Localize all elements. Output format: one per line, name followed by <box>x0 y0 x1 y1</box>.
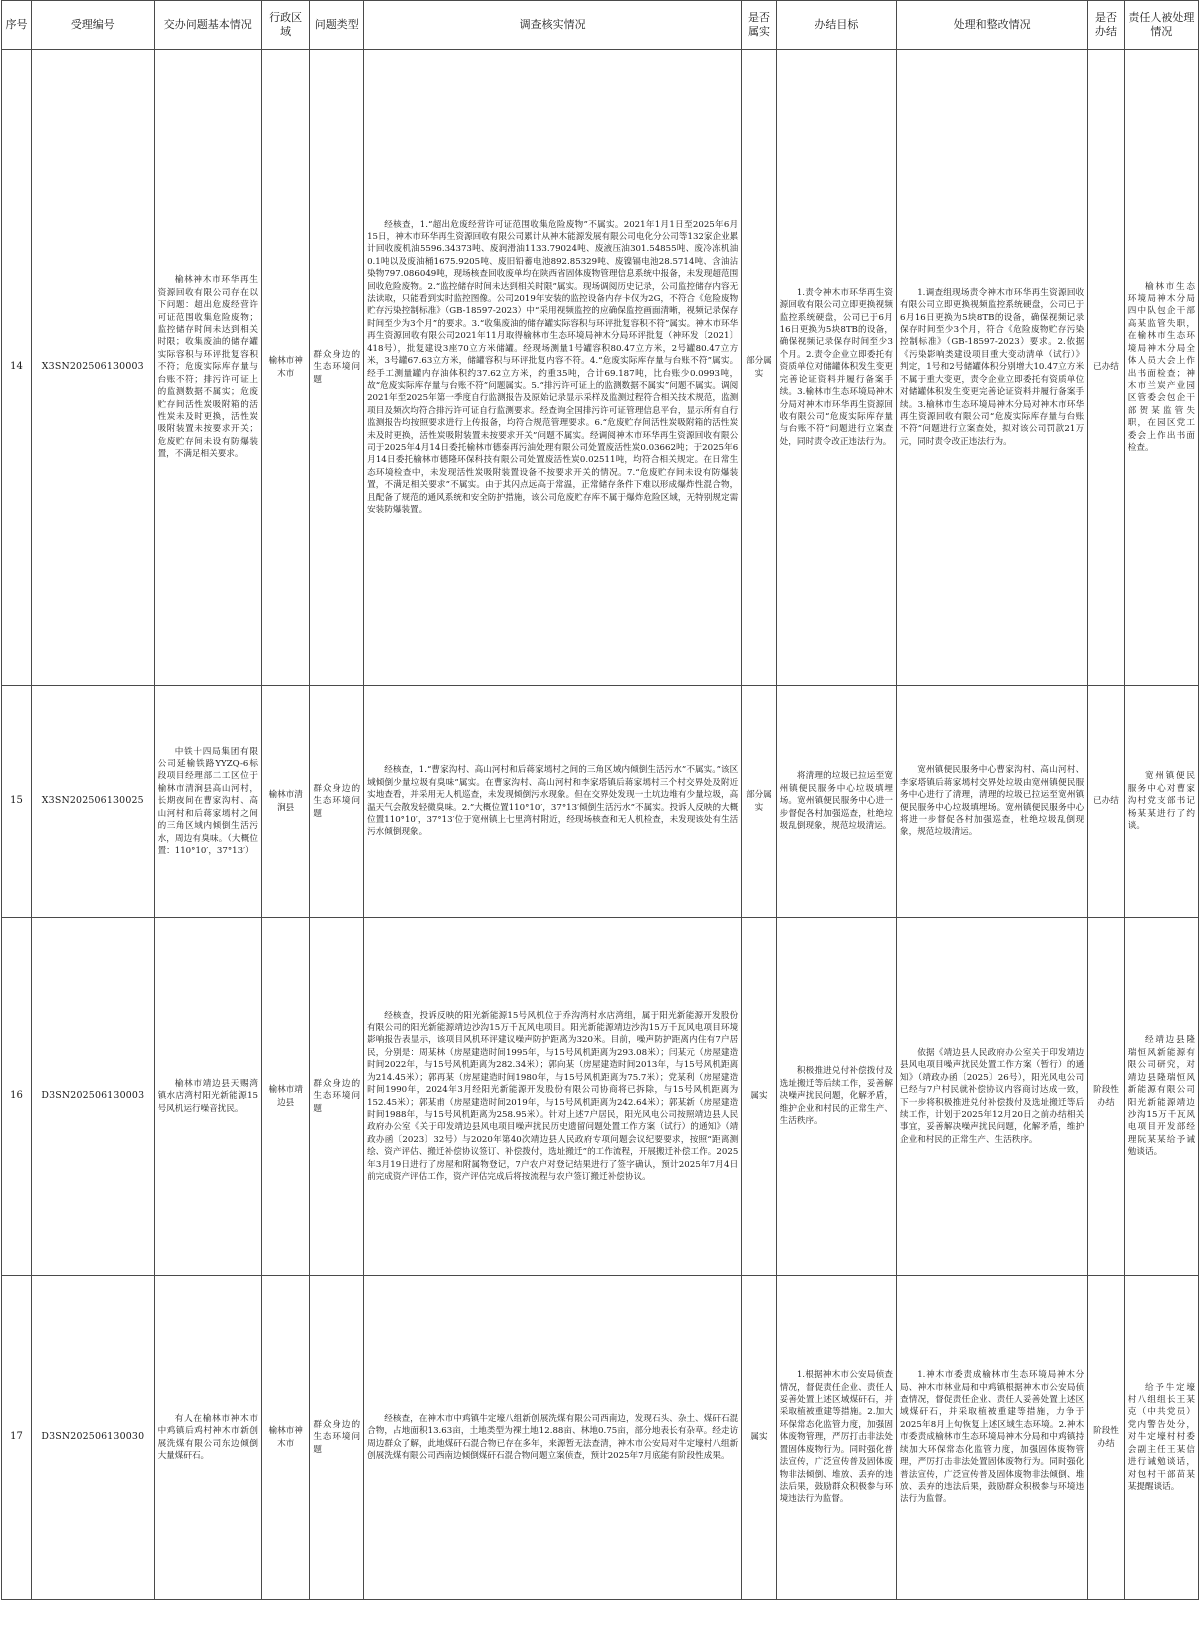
case-code-cell: X3SN202506130003 <box>32 50 154 686</box>
header-case-code: 受理编号 <box>32 1 154 50</box>
complaint-table <box>1 0 1199 1600</box>
table-row <box>2 686 1199 918</box>
problem-type-cell: 群众身边的生态环境问题 <box>310 50 364 686</box>
basic-info-cell <box>154 1276 261 1600</box>
is-true-cell: 部分属实 <box>742 50 776 686</box>
persons-text: 给予牛定壕村八组组长王某克（中共党员）党内警告处分，对牛定壕村村委会副主任王某信进行诫勉谈话，对包村干部苗某某提醒谈话。 <box>1127 1382 1195 1492</box>
investigation-text: 经核查，1.“曹家沟村、高山河村和后蒋家墕村之间的三角区域内倾倒生活污水”不属实。”该区域倾倒少量垃圾有臭味”属实。在曹家沟村、高山河村和李家塔镇后蒋家墕村三个村交界处及附近实地查看，并采用无人机巡查，未发现倾倒污水现象。但在交界处发现一土坑边堆有少量垃圾，高温天气会散发轻微臭味。2.”大概位置110°10′，37°13′倾倒生活污水”不属实。投诉人反映的大概位置110°10′，37°13′位于宽州镇上七里湾村附近，经现场核查和无人机检查，未发现该处有生活污水倾倒现象。 <box>367 765 739 838</box>
persons-text: 经靖边县隆瑞恒风新能源有限公司研究，对靖边县隆瑞恒风新能源有限公司阳光新能源靖边沙沟15万千瓦风电项目开发部经理阮某某给予诫勉谈话。 <box>1127 1035 1195 1158</box>
region-cell: 榆林市神木市 <box>262 50 310 686</box>
case-code-cell: X3SN202506130025 <box>32 686 154 918</box>
handling-text: 1.神木市委责成榆林市生态环境局神木分局、神木市林业局和中鸡镇根据神木市公安局侦查情况，督促责任企业、责任人妥善处置上述区域煤矸石，并采取植被重建等措施，力争于2025年8月上旬恢复上述区域生态环境。2.神木市委责成榆林市生态环境局神木分局和中鸡镇持续加大环保常态化监管力度，加强固体废物管理，严厉打击非法处置固体废物行为。同时强化普法宣传，广泛宣传普及固体废物非法倾倒、堆放、丢弃的违法后果，鼓励群众积极参与环境违法行为监督。 <box>900 1370 1085 1505</box>
handling-text: 依据《靖边县人民政府办公室关于印发靖边县风电项目噪声扰民处置工作方案（暂行）的通知》（靖政办函〔2025〕26号），阳光风电公司已经与7户村民就补偿协议内容商讨达成一致，下一步将积极推进兑付补偿拨付及选址搬迁等后续工作，计划于2025年12月20日之前办结相关事宜，妥善解决噪声扰民问题，化解矛盾，维护企业和村民的正常生产、生活秩序。 <box>900 1047 1085 1145</box>
basic-info-text: 有人在榆林市神木市中鸡镇后鸡村神木市新创展洗煤有限公司东边倾倒大量煤矸石。 <box>157 1413 258 1461</box>
basic-info-cell <box>154 686 261 918</box>
serial-cell: 14 <box>2 50 32 686</box>
table-row <box>2 1276 1199 1600</box>
goal-text: 1.根据神木市公安局侦查情况，督促责任企业、责任人妥善处置上述区域煤矸石，并采取植被重建等措施。2.加大环保常态化监管力度，加强固体废物管理，严厉打击非法处置固体废物行为。同时强化普法宣传，广泛宣传普及固体废物非法倾倒、堆放、丢弃的违法后果，鼓励群众积极参与环境违法行为监督。 <box>779 1370 893 1505</box>
basic-info-text: 榆林市靖边县天赐湾镇水店湾村阳光新能源15号风机运行噪音扰民。 <box>157 1078 258 1114</box>
table-header-row <box>2 1 1199 50</box>
closed-cell: 阶段性办结 <box>1088 918 1125 1276</box>
handling-cell <box>897 50 1088 686</box>
handling-text: 1.调查组现场责令神木市环华再生资源回收有限公司立即更换视频监控系统硬盘，公司已于6月16日更换为5块8TB的设备，确保视频记录保存时间至少3个月，符合《危险废物贮存污染控制标准》（GB-18597-2023）要求。2.依据《污染影响类建设项目重大变动清单（试行）》判定，1号和2号储罐体积分别增大10.47立方米不属于重大变更，责令企业立即委托有资质单位对储罐体积发生变更完善论证资料并履行备案手续。3.榆林市生态环境局神木分局对神木市环华再生资源回收有限公司“危废实际库存量与台账不符”问题进行立案查处，拟对该公司罚款21万元，同时责令改正违法行为。 <box>900 287 1085 447</box>
investigation-text: 经核查，投诉反映的阳光新能源15号风机位于乔沟湾村水店湾组，属于阳光新能源开发股份有限公司的阳光新能源靖边沙沟15万千瓦风电项目。阳光新能源靖边沙沟15万千瓦风电项目环境影响报告表显示，该项目风机环评建议噪声防护距离为320米。目前，噪声防护距离内住有7户居民，分别是：周某林（房屋建造时间1995年，与15号风机距离为293.08米）；闫某元（房屋建造时间2022年，与15号风机距离为282.34米）；郭向某（房屋建造时间2013年，与15号风机距离为214.45米）；郭再某（房屋建造时间1980年，与15号风机距离为75.7米）；党某利（房屋建造时间1990年，2024年3月经阳光新能源开发股份有限公司协商将已拆除，与15号风机距离为152.45米）；郭某甫（房屋建造时间2019年，与15号风机距离为242.64米）；郭某新（房屋建造时间1988年，与15号风机距离为258.95米）。针对上述7户居民，阳光风电公司按照靖边县人民政府办公室《关于印发靖边县风电项目噪声扰民历史遗留问题处置工作方案（试行）的通知》（靖政办函〔2023〕32号）与2020年第40次靖边县人民政府专项问题会议纪要要求，按照“距离测绘、资产评估、搬迁补偿协议签订、补偿拨付，选址搬迁”的工作流程，开展搬迁补偿工作。2025年3月19日进行了房屋和附属物登记，7户农户对登记结果进行了签字确认，预计2025年7月4日前完成资产评估工作，资产评估完成后将按流程与农户签订搬迁补偿协议。 <box>367 1010 739 1182</box>
header-goal: 办结目标 <box>776 1 896 50</box>
goal-cell <box>776 1276 896 1600</box>
goal-cell <box>776 686 896 918</box>
basic-info-cell <box>154 918 261 1276</box>
basic-info-text: 中铁十四局集团有限公司延榆铁路YYZQ-6标段项目经理部二工区位于榆林市清涧县高山河村，长期夜间在曹家沟村、高山河村和后蒋家墕村之间的三角区域内倾倒生活污水，周边有臭味。（大概位置：110°10′，37°13′） <box>157 746 258 856</box>
serial-cell: 16 <box>2 918 32 1276</box>
problem-type-cell: 群众身边的生态环境问题 <box>310 1276 364 1600</box>
region-cell: 榆林市靖边县 <box>262 918 310 1276</box>
region-cell: 榆林市清涧县 <box>262 686 310 918</box>
header-problem-type: 问题类型 <box>310 1 364 50</box>
table-row <box>2 50 1199 686</box>
header-serial: 序号 <box>2 1 32 50</box>
investigation-cell <box>364 918 742 1276</box>
serial-cell: 17 <box>2 1276 32 1600</box>
handling-cell <box>897 1276 1088 1600</box>
goal-text: 1.责令神木市环华再生资源回收有限公司立即更换视频监控系统硬盘，公司已于6月16日更换为5块8TB的设备，确保视频记录保存时间至少3个月。2.责令企业立即委托有资质单位对储罐体积发生变更完善论证资料并履行备案手续。3.榆林市生态环境局神木分局对神木市环华再生资源回收有限公司“危废实际库存量与台账不符”问题进行立案查处，同时责令改正违法行为。 <box>779 287 893 447</box>
case-code-cell: D3SN202506130030 <box>32 1276 154 1600</box>
header-region: 行政区域 <box>262 1 310 50</box>
header-handling: 处理和整改情况 <box>897 1 1088 50</box>
closed-cell: 已办结 <box>1088 686 1125 918</box>
header-persons: 责任人被处理情况 <box>1124 1 1198 50</box>
goal-cell <box>776 918 896 1276</box>
persons-cell <box>1124 1276 1198 1600</box>
header-investigation: 调查核实情况 <box>364 1 742 50</box>
closed-cell: 阶段性办结 <box>1088 1276 1125 1600</box>
is-true-cell: 属实 <box>742 1276 776 1600</box>
investigation-cell <box>364 1276 742 1600</box>
header-basic-info: 交办问题基本情况 <box>154 1 261 50</box>
basic-info-text: 榆林神木市环华再生资源回收有限公司存在以下问题：超出危废经营许可证范围收集危险废物；监控储存时间未达到相关时限；收集废油的储存罐实际容积与环评批复容积不符；危废实际库存量与台账不符；排污许可证上的监测数据不属实；危废贮存间活性炭吸附箱的活性炭未及时更换，活性炭吸附装置未按要求开关；危废贮存间未设有防爆装置，不满足相关要求。 <box>157 275 258 460</box>
persons-cell <box>1124 686 1198 918</box>
handling-cell <box>897 918 1088 1276</box>
goal-text: 将清理的垃圾已拉运至宽州镇便民服务中心垃圾填埋场。宽州镇便民服务中心进一步督促各村加强巡查，杜绝垃圾乱倒现象，规范垃圾清运。 <box>779 771 893 832</box>
handling-text: 宽州镇便民服务中心曹家沟村、高山河村、李家塔镇后蒋家墕村交界处垃圾由宽州镇便民服务中心进行了清理，清理的垃圾已拉运至宽州镇便民服务中心垃圾填埋场。宽州镇便民服务中心将进一步督促各村加强巡查，杜绝垃圾乱倒现象，规范垃圾清运。 <box>900 765 1085 838</box>
goal-cell <box>776 50 896 686</box>
investigation-text: 经核查，1.“超出危废经营许可证范围收集危险废物”不属实。2021年1月1日至2025年6月15日，神木市环华再生资源回收有限公司累计从神木能源发展有限公司电化分公司等132家企业累计回收废机油5596.34373吨、废润滑油1133.79024吨、废液压油301.54855吨、废冷冻机油0.1吨以及废油桶1675.9205吨、废旧铅蓄电池892.85329吨、废镍镉电池28.5714吨、含油沾染物797.086049吨，现场核查回收废单均在陕西省固体废物管理信息系统中报备，未发现超范围回收危险废物。2.“监控储存时间未达到相关时限”属实。现场调阅历史记录，公司监控储存内容无法读取，只能看到实时监控图像。公司2019年安装的监控设备内存卡仅为2G，不符合《危险废物贮存污染控制标准》（GB-18597-2023）中“采用视频监控的应确保监控画面清晰，视频记录保存时间至少为3个月”的要求。3.“收集废油的储存罐实际容积与环评批复容积不符”属实。神木市环华再生资源回收有限公司2021年11月取得榆林市生态环境局神木分局环评批复（神环发〔2021〕418号），批复建设3座70立方米储罐。经现场测量1号罐容积80.47立方米，2号罐80.47立方米，3号罐67.63立方米，储罐容积与环评批复内容不符。4.“危废实际库存量与台账不符”属实。经手工测量罐内存油体积约37.62立方米，约重35吨，合计69.187吨，比台账少0.0993吨，故“危废实际库存量与台账不符”问题属实。5.“排污许可证上的监测数据不属实”问题不属实。调阅2021年至2025年第一季度自行监测报告及原始记录显示采样及监测过程符合相关技术规范，监测项目及频次均符合排污许可证自行监测要求。经查询全国排污许可证管理信息平台，显示所有自行监测报告均按照要求进行上传报备，均符合规范管理要求。6.“危废贮存间活性炭吸附箱的活性炭未及时更换，活性炭吸附装置未按要求开关”问题不属实。经调阅神木市环华再生资源回收有限公司于2025年4月14日委托榆林市德泰再污油处理有限公司处置废活性炭0.03662吨；于2025年6月14日委托榆林市德隆环保科技有限公司处置废活性炭0.02511吨，均符合相关规定。在日常生态环境检查中，未发现活性炭吸附装置设备不按要求开关的情况。7.“危废贮存间未设有防爆装置，不满足相关要求”不属实。由于其闪点远高于常温，正常储存条件下难以形成爆炸性混合物，且配备了规范的通风系统和安全防护措施，该公司危废贮存库不属于爆炸危险区域，无特别规定需安装防爆装置。 <box>367 219 739 515</box>
region-cell: 榆林市神木市 <box>262 1276 310 1600</box>
table-row <box>2 918 1199 1276</box>
persons-cell <box>1124 50 1198 686</box>
goal-text: 积极推进兑付补偿拨付及选址搬迁等后续工作，妥善解决噪声扰民问题，化解矛盾，维护企业和村民的正常生产、生活秩序。 <box>779 1066 893 1127</box>
handling-cell <box>897 686 1088 918</box>
persons-text: 宽州镇便民服务中心对曹家沟村党支部书记杨某某进行了约谈。 <box>1127 771 1195 832</box>
serial-cell: 15 <box>2 686 32 918</box>
header-is-true: 是否属实 <box>742 1 776 50</box>
persons-text: 榆林市生态环境局神木分局四中队包企干部高某监管失职，在榆林市生态环境局神木分局全体人员大会上作出书面检查；神木市兰炭产业园区管委会包企干部贺某监管失职，在园区党工委会上作出书面检查。 <box>1127 281 1195 453</box>
investigation-cell <box>364 686 742 918</box>
case-code-cell: D3SN202506130003 <box>32 918 154 1276</box>
closed-cell: 已办结 <box>1088 50 1125 686</box>
investigation-text: 经核查，在神木市中鸡镇牛定壕八组新创展洗煤有限公司西南边，发现石头、杂土、煤矸石混合物，占地面积13.63亩，土地类型为裸土地12.88亩、林地0.75亩，部分地表长有杂草。经走访周边群众了解，此地煤矸石混合物已存在多年，来源暂无法查清，神木市公安局对牛定壕村八组新创展洗煤有限公司西南边倾倒煤矸石混合物问题立案侦查，预计2025年7月底能有阶段性成果。 <box>367 1413 739 1461</box>
is-true-cell: 部分属实 <box>742 686 776 918</box>
is-true-cell: 属实 <box>742 918 776 1276</box>
problem-type-cell: 群众身边的生态环境问题 <box>310 686 364 918</box>
investigation-cell <box>364 50 742 686</box>
persons-cell <box>1124 918 1198 1276</box>
header-closed: 是否办结 <box>1088 1 1125 50</box>
problem-type-cell: 群众身边的生态环境问题 <box>310 918 364 1276</box>
basic-info-cell <box>154 50 261 686</box>
